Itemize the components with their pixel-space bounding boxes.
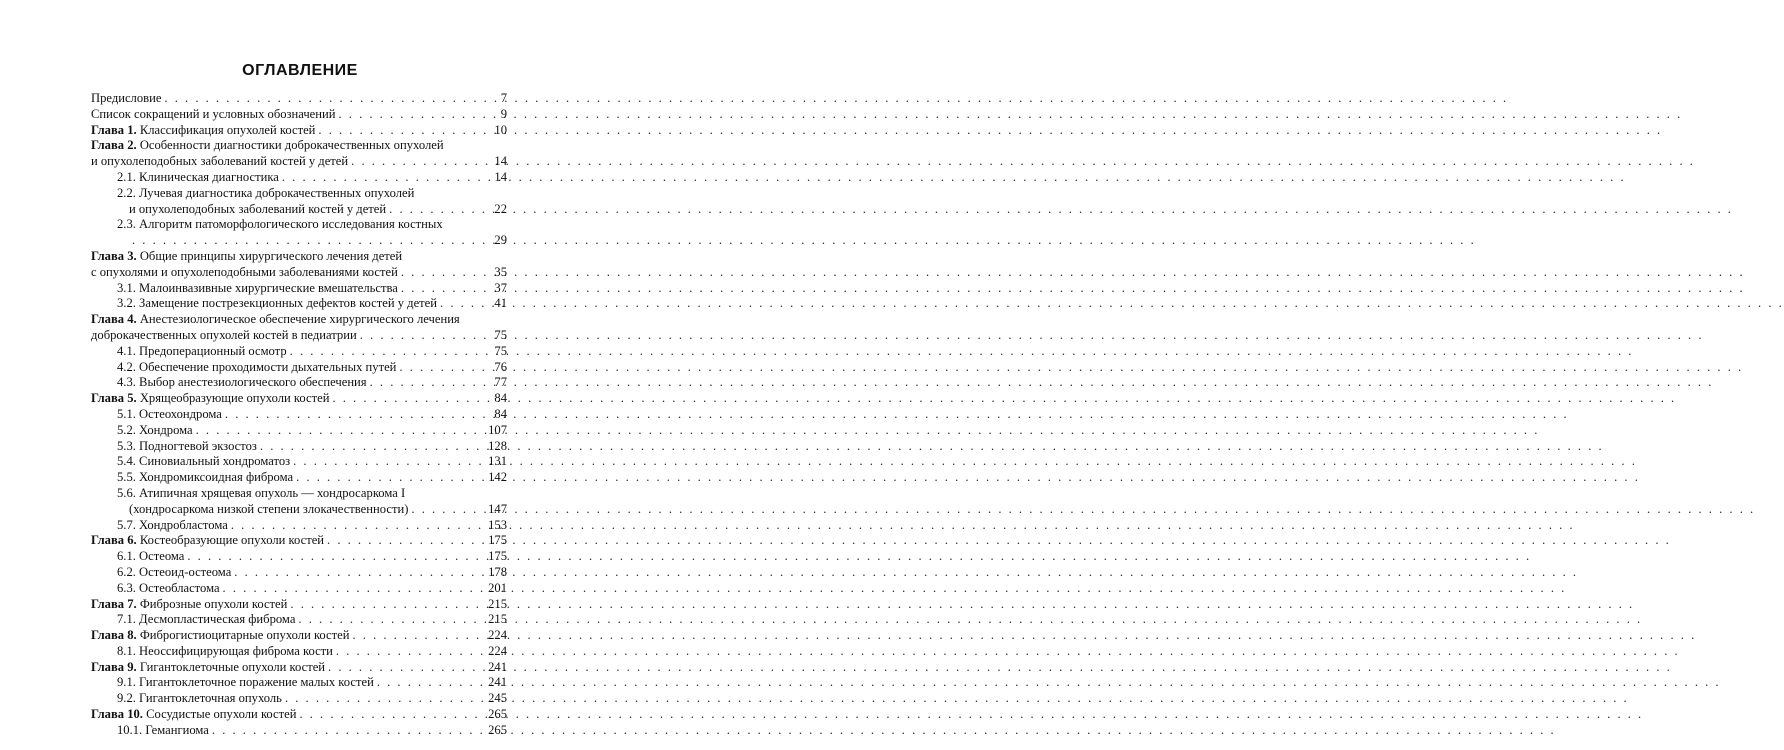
toc-entry-text [91, 660, 325, 675]
toc-entry-text [91, 138, 444, 153]
toc-entry-text [117, 518, 228, 533]
toc-entry-text [117, 360, 396, 375]
dot-leader [187, 549, 485, 564]
toc-entry-text [91, 91, 161, 106]
page-number: 215 [488, 596, 507, 611]
toc-entry-text [117, 170, 279, 185]
page-number: 35 [494, 264, 507, 279]
page-number: 265 [488, 707, 507, 722]
toc-entry-text [117, 486, 405, 501]
page-number: 14 [494, 154, 507, 169]
toc-entry-text [117, 344, 287, 359]
toc-entry[interactable] [91, 281, 507, 297]
chapter-label: Глава 5. [91, 391, 137, 406]
toc-entry[interactable] [91, 707, 507, 723]
page-number: 107 [488, 422, 507, 437]
toc-entry-text [117, 691, 282, 706]
dot-leader [440, 296, 490, 311]
toc-entry-text [91, 312, 460, 327]
toc-entry-title: 6.3. Остеобластома [117, 580, 220, 595]
toc-entry[interactable] [91, 391, 507, 407]
dot-leader [336, 644, 485, 659]
toc-entry[interactable] [91, 518, 507, 534]
chapter-label: Глава 1. [91, 122, 137, 137]
toc-entry-text [117, 581, 220, 596]
toc-entry-text [117, 675, 374, 690]
toc-entry-title: 5.4. Синовиальный хондроматоз [117, 454, 291, 469]
toc-entry-text [117, 644, 333, 659]
toc-entry[interactable] [91, 296, 507, 312]
toc-entry[interactable] [91, 612, 507, 628]
toc-entry-title: Список сокращений и условных обозначений [91, 106, 336, 121]
toc-entry-title: 5.1. Остеохондрома [117, 406, 222, 421]
toc-entry-title: 9.2. Гигантоклеточная опухоль [117, 691, 282, 706]
toc-entry-title: Особенности диагностики доброкачественных опухолей [139, 138, 444, 153]
toc-entry[interactable] [91, 439, 507, 455]
dot-leader [399, 360, 490, 375]
page-number: 241 [488, 659, 507, 674]
toc-entry-title: Фиброгистиоцитарные опухоли костей [139, 628, 350, 643]
chapter-label: Глава 9. [91, 659, 137, 674]
page-number: 10 [494, 122, 507, 137]
toc-entry[interactable] [91, 533, 507, 549]
dot-leader [411, 502, 485, 517]
toc-entry-title: 10.1. Гемангиома [117, 722, 209, 737]
toc-entry-title: и опухолеподобных заболеваний костей у детей [91, 154, 349, 169]
toc-entry[interactable] [91, 407, 507, 423]
toc-entry-title: Сосудистые опухоли костей [146, 707, 297, 722]
toc-entry-text [91, 249, 402, 264]
toc-entry[interactable] [91, 565, 507, 581]
toc-entry-title: Предисловие [91, 91, 162, 105]
toc-entry[interactable] [91, 107, 507, 123]
dot-leader [290, 344, 490, 359]
toc-entry-title: 9.1. Гигантоклеточное поражение малых костей [117, 675, 374, 690]
dot-leader [223, 581, 486, 596]
page-number: 131 [488, 454, 507, 469]
dot-leader [293, 454, 485, 469]
dot-leader [360, 328, 490, 343]
toc-entry[interactable] [91, 138, 507, 154]
toc-entry-text [117, 470, 293, 485]
toc-entry[interactable] [91, 375, 507, 391]
toc-entry-text [91, 628, 349, 643]
toc-entry[interactable] [91, 154, 507, 170]
page-number: 77 [494, 375, 507, 390]
toc-entry-title: (хондросаркома низкой степени злокачественности) [129, 501, 409, 516]
dot-leader [234, 565, 485, 580]
page-number: 41 [494, 296, 507, 311]
dot-leader [212, 723, 485, 738]
toc-entry-text [91, 391, 329, 406]
toc-entry[interactable] [91, 312, 507, 328]
dot-leader [290, 597, 485, 612]
dot-leader [377, 675, 485, 690]
toc-entry[interactable] [91, 628, 507, 644]
toc-entry[interactable] [91, 644, 507, 660]
page-number: 7 [500, 91, 507, 105]
toc-entry-title: 5.6. Атипичная хрящевая опухоль — хондросаркома I [117, 485, 406, 500]
dot-leader [298, 612, 485, 627]
page-number: 224 [488, 628, 507, 643]
dot-leader [370, 375, 490, 390]
toc-entry-title: Общие принципы хирургического лечения детей [139, 248, 403, 263]
toc-entry-text [117, 612, 295, 627]
toc-entry-text [91, 328, 357, 343]
toc-entry[interactable] [91, 723, 507, 739]
toc-entry-text [117, 423, 193, 438]
page-number: 245 [488, 691, 507, 706]
toc-entry-text [117, 407, 222, 422]
toc-entry-text [129, 502, 408, 517]
toc-entry-title: Гигантоклеточные опухоли костей [139, 659, 326, 674]
page-number: 128 [488, 438, 507, 453]
toc-entry-text [117, 565, 231, 580]
toc-entry-title: 5.3. Подногтевой экзостоз [117, 438, 257, 453]
toc-entry[interactable] [91, 217, 507, 233]
toc-entry-text [117, 439, 257, 454]
toc-entry[interactable] [91, 549, 507, 565]
dot-leader [285, 691, 485, 706]
toc-entry-title: 3.1. Малоинвазивные хирургические вмешательства [117, 280, 398, 295]
chapter-label: Глава 10. [91, 707, 143, 722]
toc-entry-title: с опухолями и опухолеподобными заболеваниями костей [91, 264, 398, 279]
page-number: 75 [494, 343, 507, 358]
dot-leader [196, 423, 485, 438]
toc-entry-text [91, 265, 398, 280]
dot-leader [332, 391, 490, 406]
toc-entry-title: Классификация опухолей костей [139, 122, 316, 137]
toc-entry-title: доброкачественных опухолей костей в педиатрии [91, 327, 357, 342]
toc-entry-title: 4.3. Выбор анестезиологического обеспечения [117, 375, 367, 390]
toc-entry-text [91, 597, 287, 612]
toc-entry[interactable] [91, 660, 507, 676]
toc-entry-text [117, 281, 398, 296]
dot-leader [327, 533, 485, 548]
page-number: 147 [488, 501, 507, 516]
dot-leader [328, 660, 485, 675]
page-number: 84 [494, 406, 507, 421]
dot-leader [351, 154, 490, 169]
page-number: 29 [494, 233, 507, 248]
toc-entry[interactable] [91, 202, 507, 218]
toc-entry-title: 2.3. Алгоритм патоморфологического исследования костных [117, 217, 443, 232]
toc-entry[interactable] [91, 360, 507, 376]
toc-entry-text [129, 202, 386, 217]
toc-entry-text [117, 454, 290, 469]
toc-entry-title: 4.1. Предоперационный осмотр [117, 343, 287, 358]
chapter-label: Глава 7. [91, 596, 137, 611]
toc-entry-title: 2.1. Клиническая диагностика [117, 169, 279, 184]
toc-entry-text [117, 723, 209, 738]
dot-leader [225, 407, 490, 422]
toc-entry-title: 6.2. Остеоид-остеома [117, 564, 232, 579]
table-of-contents [91, 91, 507, 739]
toc-entry-title: 5.2. Хондрома [117, 422, 193, 437]
toc-entry-title: 3.2. Замещение пострезекционных дефектов костей у детей [117, 296, 438, 311]
page-number: 84 [494, 391, 507, 406]
dot-leader [164, 91, 490, 106]
toc-entry-text [117, 549, 184, 564]
toc-entry-title: 5.5. Хондромиксоидная фиброма [117, 470, 294, 485]
chapter-label: Глава 2. [91, 138, 137, 153]
page-number: 9 [500, 106, 507, 121]
toc-entry-text [117, 217, 443, 232]
page-number: 14 [494, 169, 507, 184]
page-number: 201 [488, 580, 507, 595]
page-title: ОГЛАВЛЕНИЕ [242, 62, 358, 79]
dot-leader [338, 107, 490, 122]
toc-entry[interactable] [91, 249, 507, 265]
page-number: 75 [494, 327, 507, 342]
page-number: 175 [488, 549, 507, 564]
toc-entry[interactable] [91, 502, 507, 518]
toc-entry[interactable] [91, 470, 507, 486]
toc-entry[interactable] [91, 265, 507, 281]
toc-entry[interactable] [91, 691, 507, 707]
toc-entry-text [91, 533, 324, 548]
toc-entry-title: 4.2. Обеспечение проходимости дыхательных путей [117, 359, 397, 374]
page-number: 241 [488, 675, 507, 690]
chapter-label: Глава 8. [91, 628, 137, 643]
toc-entry-title: 6.1. Остеома [117, 549, 185, 564]
dot-leader [401, 265, 490, 280]
page-number: 265 [488, 722, 507, 737]
page-number: 22 [494, 201, 507, 216]
chapter-label: Глава 6. [91, 533, 137, 548]
page-number: 153 [488, 517, 507, 532]
dot-leader [389, 202, 490, 217]
toc-entry-title: Фиброзные опухоли костей [139, 596, 288, 611]
chapter-label: Глава 3. [91, 248, 137, 263]
toc-entry-text [117, 296, 437, 311]
chapter-label: Глава 4. [91, 312, 137, 327]
toc-entry[interactable] [91, 675, 507, 691]
dot-leader [299, 707, 485, 722]
toc-entry-text [91, 707, 296, 722]
toc-entry[interactable] [91, 344, 507, 360]
toc-entry[interactable] [91, 91, 507, 107]
page-number: 175 [488, 533, 507, 548]
toc-entry[interactable] [91, 454, 507, 470]
dot-leader [352, 628, 485, 643]
page-number: 224 [488, 643, 507, 658]
dot-leader [282, 170, 490, 185]
dot-leader [132, 233, 490, 248]
toc-entry[interactable] [91, 486, 507, 502]
toc-entry-title: и опухолеподобных заболеваний костей у детей [129, 201, 387, 216]
dot-leader [296, 470, 485, 485]
dot-leader [260, 439, 485, 454]
toc-entry-text [91, 154, 348, 169]
toc-entry-title: 5.7. Хондробластома [117, 517, 228, 532]
toc-entry[interactable] [91, 423, 507, 439]
toc-entry[interactable] [91, 597, 507, 613]
toc-entry[interactable] [91, 328, 507, 344]
toc-entry-title: 2.2. Лучевая диагностика доброкачественных опухолей [117, 185, 415, 200]
dot-leader [231, 518, 485, 533]
toc-entry-title: Анестезиологическое обеспечение хирургического лечения [139, 312, 460, 327]
toc-entry-text [117, 375, 367, 390]
toc-entry-title: Костеобразующие опухоли костей [139, 533, 325, 548]
toc-entry-text [91, 107, 335, 122]
dot-leader [318, 123, 490, 138]
page-number: 76 [494, 359, 507, 374]
toc-entry-title: 8.1. Неоссифицирующая фиброма кости [117, 643, 333, 658]
page-number: 178 [488, 564, 507, 579]
dot-leader [401, 281, 490, 296]
toc-entry-title: 7.1. Десмопластическая фиброма [117, 612, 296, 627]
page-number: 37 [494, 280, 507, 295]
toc-entry[interactable] [91, 186, 507, 202]
toc-entry-title: Хрящеобразующие опухоли костей [139, 391, 330, 406]
toc-entry[interactable] [91, 233, 507, 249]
toc-entry-text [91, 123, 315, 138]
page-number: 142 [488, 470, 507, 485]
toc-entry[interactable] [91, 170, 507, 186]
toc-entry[interactable] [91, 123, 507, 139]
toc-entry-text [117, 186, 414, 201]
toc-entry[interactable] [91, 581, 507, 597]
page-number: 215 [488, 612, 507, 627]
